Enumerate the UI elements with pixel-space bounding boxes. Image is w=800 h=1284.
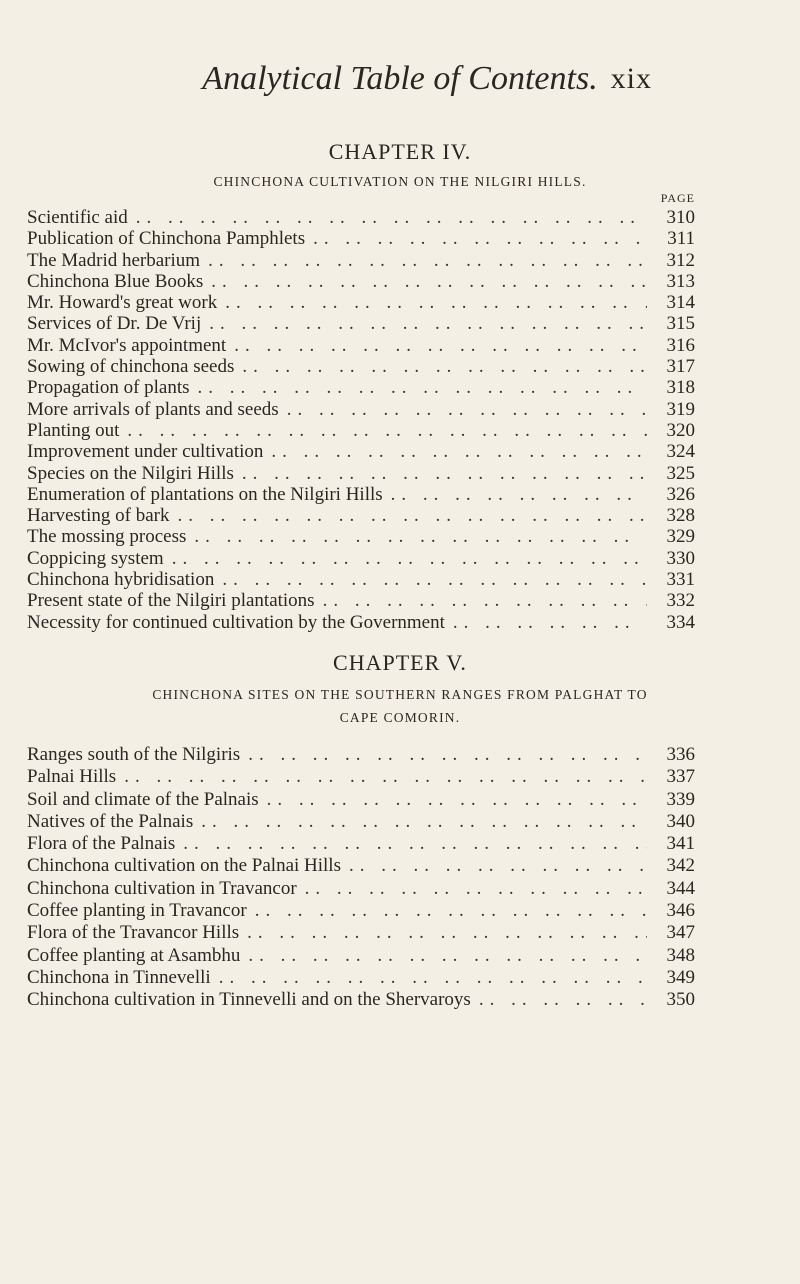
toc-entry xyxy=(27,989,695,1011)
entry-page-number: 314 xyxy=(666,292,695,314)
dot-leader xyxy=(193,811,647,833)
entry-title: Chinchona Blue Books xyxy=(27,270,204,292)
entry-page-number: 315 xyxy=(666,313,695,335)
toc-entry xyxy=(27,228,695,249)
dot-leader xyxy=(169,505,647,526)
entry-title: Publication of Chinchona Pamphlets xyxy=(27,228,306,250)
entry-page-number: 337 xyxy=(666,766,695,788)
dot-leader xyxy=(315,590,647,611)
entry-page-number: 324 xyxy=(666,441,695,463)
dot-leader xyxy=(164,548,647,569)
dot-leader xyxy=(200,250,647,271)
toc-entry xyxy=(27,484,695,505)
entry-title: Scientific aid xyxy=(27,207,128,228)
entry-page-number: 341 xyxy=(666,833,695,855)
dot-leader xyxy=(305,228,647,249)
entry-title: Mr. Howard's great work xyxy=(27,292,218,314)
toc-entry xyxy=(27,922,695,944)
toc-entry xyxy=(27,505,695,526)
toc-entry xyxy=(27,967,695,989)
entry-title: Palnai Hills xyxy=(27,766,117,788)
entry-page-number: 319 xyxy=(666,398,695,420)
dot-leader xyxy=(279,399,647,420)
dot-leader xyxy=(234,463,647,484)
entry-page-number: 325 xyxy=(666,462,695,484)
dot-leader xyxy=(211,967,647,989)
entry-page-number: 332 xyxy=(666,590,695,612)
entry-page-number: 329 xyxy=(666,526,695,548)
dot-leader xyxy=(201,313,647,334)
entry-page-number: 320 xyxy=(666,419,695,441)
entry-page-number: 313 xyxy=(666,270,695,292)
entry-page-number: 316 xyxy=(666,334,695,356)
entry-page-number: 348 xyxy=(666,944,695,966)
page-column-label: PAGE xyxy=(660,191,695,205)
toc-entry xyxy=(27,313,695,334)
chapter-4-contents xyxy=(27,207,695,633)
entry-title: Harvesting of bark xyxy=(27,505,170,527)
dot-leader xyxy=(240,945,647,967)
entry-page-number: 312 xyxy=(666,249,695,271)
entry-title: Planting out xyxy=(27,419,120,441)
dot-leader xyxy=(186,526,647,547)
entry-page-number: 331 xyxy=(666,569,695,591)
entry-title: Coffee planting in Travancor xyxy=(27,900,247,922)
entry-page-number: 326 xyxy=(666,483,695,505)
dot-leader xyxy=(445,612,647,633)
entry-page-number: 328 xyxy=(666,505,695,527)
dot-leader xyxy=(203,271,647,292)
running-title: Analytical Table of Contents. xyxy=(202,60,598,97)
toc-entry xyxy=(27,441,695,462)
toc-entry xyxy=(27,744,695,766)
dot-leader xyxy=(175,833,647,855)
entry-title: Coffee planting at Asambhu xyxy=(27,944,241,966)
toc-entry xyxy=(27,356,695,377)
toc-entry xyxy=(27,548,695,569)
dot-leader xyxy=(214,569,647,590)
entry-page-number: 311 xyxy=(667,228,695,250)
entry-title: Soil and climate of the Palnais xyxy=(27,788,259,810)
dot-leader xyxy=(234,356,647,377)
dot-leader xyxy=(263,441,647,462)
entry-title: Enumeration of plantations on the Nilgiri Hills xyxy=(27,483,383,505)
chapter-5-subtitle-line-1: CHINCHONA SITES ON THE SOUTHERN RANGES FROM PALGHAT TO xyxy=(152,687,648,702)
entry-page-number: 310 xyxy=(666,207,695,228)
toc-entry xyxy=(27,945,695,967)
dot-leader xyxy=(128,207,647,228)
dot-leader xyxy=(190,377,647,398)
running-header xyxy=(0,60,800,100)
dot-leader xyxy=(297,878,647,900)
dot-leader xyxy=(259,789,647,811)
entry-page-number: 340 xyxy=(666,810,695,832)
entry-page-number: 317 xyxy=(666,356,695,378)
dot-leader xyxy=(239,922,647,944)
entry-page-number: 318 xyxy=(666,377,695,399)
toc-entry xyxy=(27,833,695,855)
toc-entry xyxy=(27,250,695,271)
toc-entry xyxy=(27,590,695,611)
toc-entry xyxy=(27,878,695,900)
dot-leader xyxy=(119,420,647,441)
chapter-5-heading: CHAPTER V. xyxy=(333,650,467,675)
entry-title: Chinchona cultivation in Travancor xyxy=(27,877,297,899)
toc-entry xyxy=(27,789,695,811)
entry-page-number: 339 xyxy=(666,788,695,810)
toc-entry xyxy=(27,811,695,833)
dot-leader xyxy=(341,855,647,877)
page-folio: xix xyxy=(610,62,652,95)
entry-title: Chinchona hybridisation xyxy=(27,569,215,591)
entry-title: Flora of the Palnais xyxy=(27,833,176,855)
entry-title: Present state of the Nilgiri plantations xyxy=(27,590,315,612)
dot-leader xyxy=(240,744,647,766)
entry-title: Mr. McIvor's appointment xyxy=(27,334,227,356)
entry-title: Chinchona cultivation in Tinnevelli and on the Shervaroys xyxy=(27,989,471,1011)
entry-title: Chinchona cultivation on the Palnai Hills xyxy=(27,855,341,877)
toc-entry xyxy=(27,900,695,922)
toc-entry xyxy=(27,569,695,590)
entry-page-number: 330 xyxy=(666,547,695,569)
entry-title: Chinchona in Tinnevelli xyxy=(27,966,211,988)
entry-page-number: 334 xyxy=(666,611,695,633)
entry-title: Propagation of plants xyxy=(27,377,190,399)
entry-title: Natives of the Palnais xyxy=(27,810,194,832)
toc-entry xyxy=(27,335,695,356)
entry-title: More arrivals of plants and seeds xyxy=(27,398,279,420)
dot-leader xyxy=(383,484,647,505)
toc-entry xyxy=(27,420,695,441)
entry-title: The mossing process xyxy=(27,526,187,548)
entry-page-number: 344 xyxy=(666,877,695,899)
toc-entry xyxy=(27,207,695,228)
chapter-4-subtitle: CHINCHONA CULTIVATION ON THE NILGIRI HILLS. xyxy=(213,174,587,189)
entry-page-number: 347 xyxy=(666,922,695,944)
entry-title: The Madrid herbarium xyxy=(27,249,201,271)
toc-entry xyxy=(27,292,695,313)
entry-page-number: 342 xyxy=(666,855,695,877)
chapter-5-subtitle-line-2: CAPE COMORIN. xyxy=(339,710,461,725)
toc-entry xyxy=(27,271,695,292)
chapter-4-heading: CHAPTER IV. xyxy=(328,139,472,164)
dot-leader xyxy=(116,766,647,788)
entry-page-number: 336 xyxy=(666,744,695,765)
toc-entry xyxy=(27,855,695,877)
entry-title: Coppicing system xyxy=(27,547,164,569)
entry-title: Improvement under cultivation xyxy=(27,441,264,463)
entry-title: Necessity for continued cultivation by the Government xyxy=(27,611,445,633)
dot-leader xyxy=(217,292,647,313)
entry-title: Services of Dr. De Vrij xyxy=(27,313,202,335)
entry-title: Sowing of chinchona seeds xyxy=(27,356,235,378)
entry-title: Ranges south of the Nilgiris xyxy=(27,744,241,765)
toc-entry xyxy=(27,612,695,633)
entry-page-number: 350 xyxy=(666,989,695,1011)
toc-entry xyxy=(27,399,695,420)
dot-leader xyxy=(247,900,647,922)
entry-page-number: 349 xyxy=(666,966,695,988)
entry-title: Flora of the Travancor Hills xyxy=(27,922,240,944)
toc-entry xyxy=(27,766,695,788)
toc-entry xyxy=(27,377,695,398)
chapter-5-contents xyxy=(27,744,695,1012)
entry-page-number: 346 xyxy=(666,900,695,922)
toc-entry xyxy=(27,526,695,547)
dot-leader xyxy=(226,335,647,356)
dot-leader xyxy=(471,989,647,1011)
toc-entry xyxy=(27,463,695,484)
entry-title: Species on the Nilgiri Hills xyxy=(27,462,234,484)
